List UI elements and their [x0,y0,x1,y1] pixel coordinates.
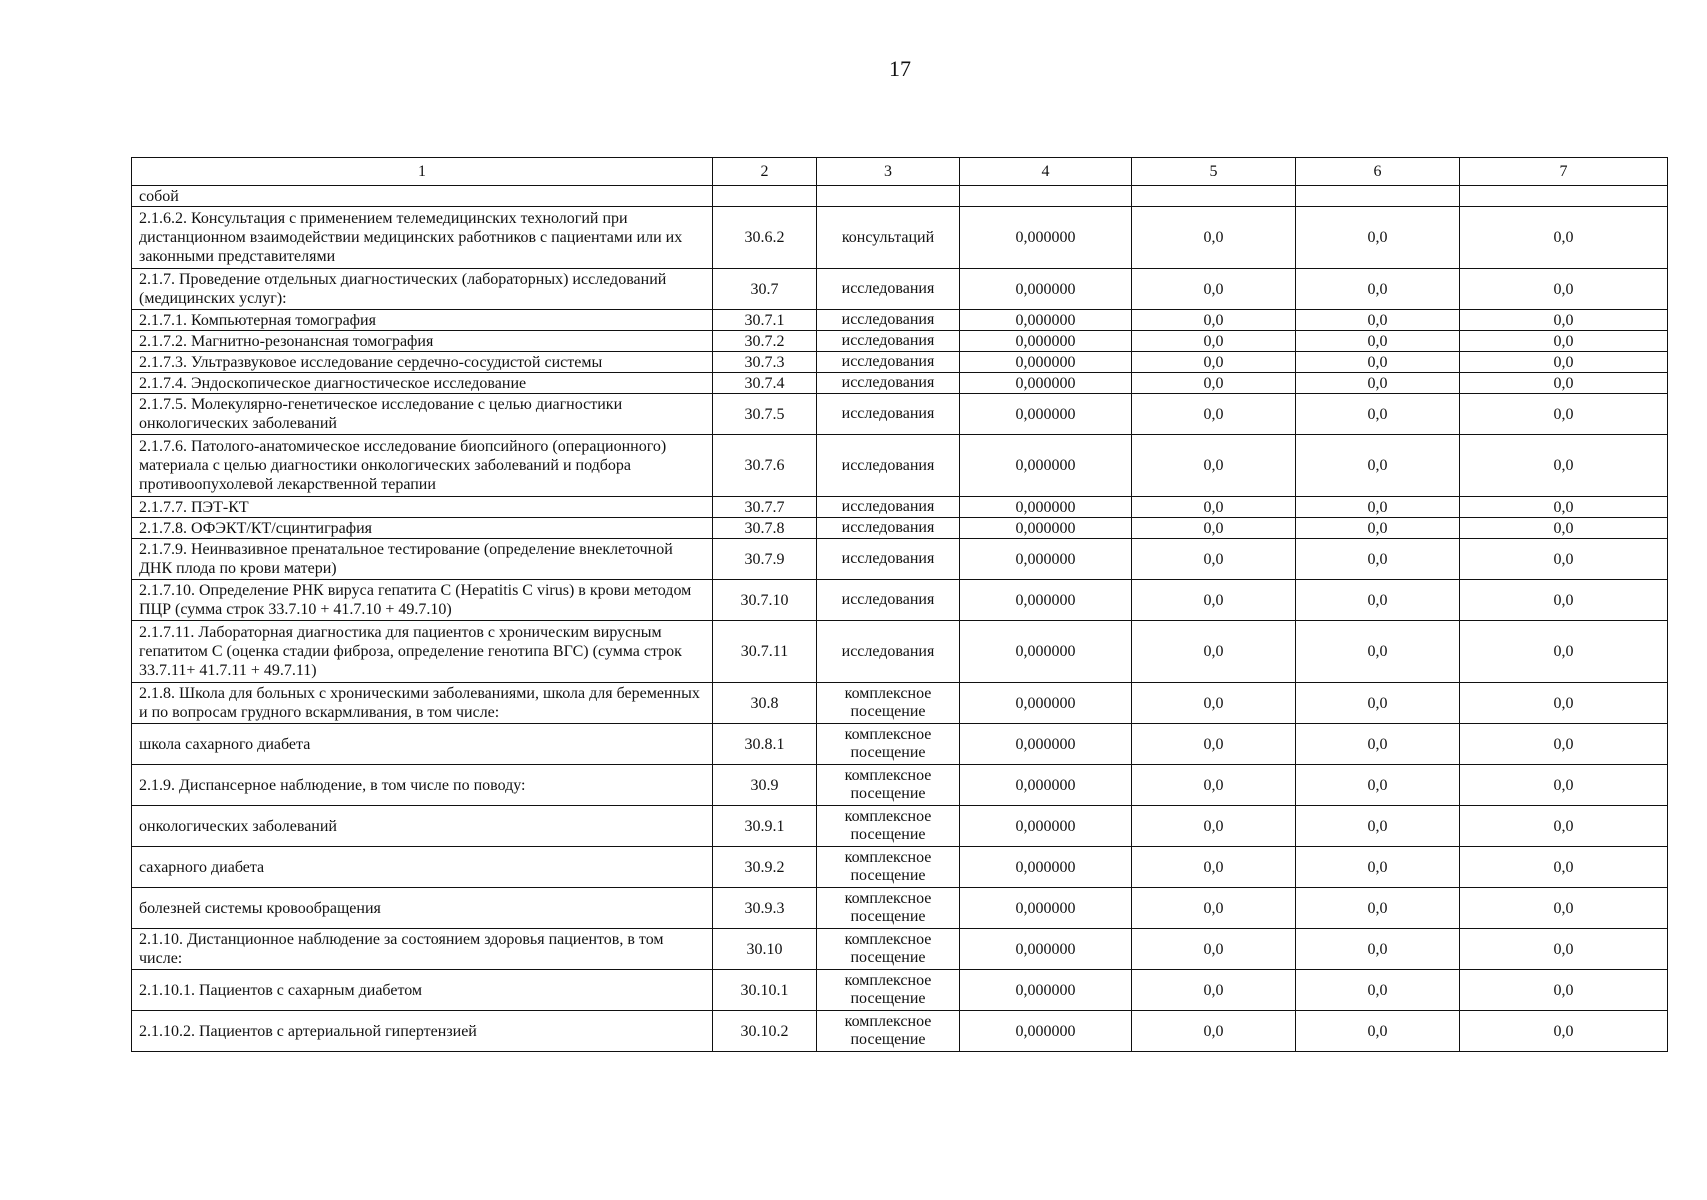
value-cell-col7: 0,0 [1460,435,1668,497]
value-cell-col4: 0,000000 [960,970,1132,1011]
table-row [132,580,1668,621]
code-cell: 30.7.9 [713,539,817,580]
unit-cell: исследования [817,352,960,373]
table-row [132,269,1668,310]
value-cell-col7: 0,0 [1460,724,1668,765]
value-cell-col5: 0,0 [1132,518,1296,539]
code-cell: 30.9.2 [713,847,817,888]
value-cell-col5: 0,0 [1132,373,1296,394]
value-cell-col5: 0,0 [1132,970,1296,1011]
value-cell-col7: 0,0 [1460,806,1668,847]
unit-cell: комплексное посещение [817,724,960,765]
value-cell-col7: 0,0 [1460,331,1668,352]
description-cell: 2.1.6.2. Консультация с применением телемедицинских технологий при дистанционном взаимодействии медицинских работников с пациентами или их законными представителями [132,207,713,269]
value-cell-col6 [1296,186,1460,207]
description-cell: 2.1.10.1. Пациентов с сахарным диабетом [132,970,713,1011]
code-cell: 30.8.1 [713,724,817,765]
unit-cell: комплексное посещение [817,847,960,888]
value-cell-col5: 0,0 [1132,621,1296,683]
column-header: 3 [817,158,960,186]
table-row [132,929,1668,970]
value-cell-col6: 0,0 [1296,352,1460,373]
unit-cell: исследования [817,435,960,497]
value-cell-col6: 0,0 [1296,847,1460,888]
table-row [132,352,1668,373]
value-cell-col7: 0,0 [1460,394,1668,435]
unit-cell: комплексное посещение [817,929,960,970]
value-cell-col7: 0,0 [1460,539,1668,580]
code-cell: 30.9.3 [713,888,817,929]
unit-cell: исследования [817,580,960,621]
value-cell-col5: 0,0 [1132,269,1296,310]
code-cell: 30.10.2 [713,1011,817,1052]
code-cell: 30.7.1 [713,310,817,331]
value-cell-col4: 0,000000 [960,929,1132,970]
column-header: 7 [1460,158,1668,186]
unit-cell: исследования [817,310,960,331]
value-cell-col6: 0,0 [1296,539,1460,580]
value-cell-col4: 0,000000 [960,847,1132,888]
value-cell-col4: 0,000000 [960,724,1132,765]
description-cell: 2.1.7.2. Магнитно-резонансная томография [132,331,713,352]
value-cell-col7: 0,0 [1460,580,1668,621]
value-cell-col6: 0,0 [1296,435,1460,497]
value-cell-col5: 0,0 [1132,580,1296,621]
code-cell: 30.7.11 [713,621,817,683]
code-cell: 30.10.1 [713,970,817,1011]
value-cell-col5: 0,0 [1132,724,1296,765]
value-cell-col5 [1132,186,1296,207]
value-cell-col7: 0,0 [1460,970,1668,1011]
value-cell-col7: 0,0 [1460,310,1668,331]
unit-cell: комплексное посещение [817,806,960,847]
description-cell: собой [132,186,713,207]
value-cell-col7: 0,0 [1460,1011,1668,1052]
unit-cell: исследования [817,621,960,683]
value-cell-col7: 0,0 [1460,207,1668,269]
table-row [132,1011,1668,1052]
description-cell: 2.1.7.9. Неинвазивное пренатальное тестирование (определение внеклеточной ДНК плода по крови матери) [132,539,713,580]
description-cell: 2.1.7.7. ПЭТ-КТ [132,497,713,518]
code-cell: 30.9 [713,765,817,806]
page-number: 17 [889,56,911,81]
value-cell-col5: 0,0 [1132,352,1296,373]
value-cell-col4: 0,000000 [960,269,1132,310]
value-cell-col6: 0,0 [1296,929,1460,970]
value-cell-col6: 0,0 [1296,621,1460,683]
value-cell-col6: 0,0 [1296,373,1460,394]
column-header: 4 [960,158,1132,186]
value-cell-col5: 0,0 [1132,1011,1296,1052]
table-row [132,724,1668,765]
value-cell-col5: 0,0 [1132,331,1296,352]
value-cell-col7: 0,0 [1460,888,1668,929]
table-row [132,497,1668,518]
value-cell-col5: 0,0 [1132,683,1296,724]
data-table [131,157,1668,1052]
description-cell: онкологических заболеваний [132,806,713,847]
code-cell: 30.7.7 [713,497,817,518]
value-cell-col7: 0,0 [1460,621,1668,683]
code-cell: 30.7.8 [713,518,817,539]
description-cell: 2.1.9. Диспансерное наблюдение, в том числе по поводу: [132,765,713,806]
table-row [132,310,1668,331]
value-cell-col6: 0,0 [1296,724,1460,765]
table-row [132,394,1668,435]
table-row [132,847,1668,888]
unit-cell: исследования [817,518,960,539]
value-cell-col7: 0,0 [1460,269,1668,310]
value-cell-col6: 0,0 [1296,683,1460,724]
unit-cell: консультаций [817,207,960,269]
description-cell: болезней системы кровообращения [132,888,713,929]
value-cell-col6: 0,0 [1296,269,1460,310]
description-cell: 2.1.7.11. Лабораторная диагностика для пациентов с хроническим вирусным гепатитом С (оценка стадии фиброза, определение генотипа ВГС) (сумма строк 33.7.11+ 41.7.11 + 49.7.11) [132,621,713,683]
description-cell: школа сахарного диабета [132,724,713,765]
value-cell-col7: 0,0 [1460,847,1668,888]
value-cell-col5: 0,0 [1132,539,1296,580]
value-cell-col4: 0,000000 [960,352,1132,373]
unit-cell: исследования [817,373,960,394]
value-cell-col4: 0,000000 [960,394,1132,435]
table-row [132,186,1668,207]
code-cell: 30.7.6 [713,435,817,497]
value-cell-col7: 0,0 [1460,929,1668,970]
value-cell-col4: 0,000000 [960,1011,1132,1052]
value-cell-col5: 0,0 [1132,207,1296,269]
value-cell-col5: 0,0 [1132,929,1296,970]
unit-cell: исследования [817,331,960,352]
table-row [132,435,1668,497]
code-cell: 30.10 [713,929,817,970]
unit-cell: исследования [817,497,960,518]
table-row [132,765,1668,806]
value-cell-col6: 0,0 [1296,497,1460,518]
code-cell: 30.7.3 [713,352,817,373]
table-row [132,621,1668,683]
value-cell-col4: 0,000000 [960,580,1132,621]
value-cell-col6: 0,0 [1296,331,1460,352]
unit-cell: комплексное посещение [817,765,960,806]
unit-cell: исследования [817,394,960,435]
unit-cell: комплексное посещение [817,970,960,1011]
table-body [132,186,1668,1052]
value-cell-col4: 0,000000 [960,765,1132,806]
value-cell-col4: 0,000000 [960,806,1132,847]
table-row [132,539,1668,580]
value-cell-col5: 0,0 [1132,310,1296,331]
description-cell: 2.1.7.4. Эндоскопическое диагностическое исследование [132,373,713,394]
value-cell-col4: 0,000000 [960,435,1132,497]
table-row [132,207,1668,269]
table-row [132,806,1668,847]
description-cell: 2.1.10.2. Пациентов с артериальной гипертензией [132,1011,713,1052]
value-cell-col4: 0,000000 [960,621,1132,683]
value-cell-col6: 0,0 [1296,888,1460,929]
unit-cell [817,186,960,207]
value-cell-col7: 0,0 [1460,497,1668,518]
code-cell: 30.7.4 [713,373,817,394]
value-cell-col7: 0,0 [1460,765,1668,806]
value-cell-col7: 0,0 [1460,373,1668,394]
value-cell-col6: 0,0 [1296,970,1460,1011]
value-cell-col6: 0,0 [1296,765,1460,806]
description-cell: 2.1.7.6. Патолого-анатомическое исследование биопсийного (операционного) материала с целью диагностики онкологических заболеваний и подбора противоопухолевой лекарственной терапии [132,435,713,497]
code-cell [713,186,817,207]
column-header: 2 [713,158,817,186]
column-header: 5 [1132,158,1296,186]
value-cell-col4: 0,000000 [960,373,1132,394]
table-row [132,888,1668,929]
description-cell: 2.1.8. Школа для больных с хроническими заболеваниями, школа для беременных и по вопросам грудного вскармливания, в том числе: [132,683,713,724]
value-cell-col5: 0,0 [1132,497,1296,518]
unit-cell: комплексное посещение [817,1011,960,1052]
value-cell-col7 [1460,186,1668,207]
value-cell-col4: 0,000000 [960,497,1132,518]
code-cell: 30.7.10 [713,580,817,621]
code-cell: 30.7 [713,269,817,310]
value-cell-col6: 0,0 [1296,806,1460,847]
value-cell-col7: 0,0 [1460,352,1668,373]
value-cell-col7: 0,0 [1460,683,1668,724]
code-cell: 30.9.1 [713,806,817,847]
value-cell-col7: 0,0 [1460,518,1668,539]
unit-cell: исследования [817,269,960,310]
table-row [132,683,1668,724]
code-cell: 30.7.2 [713,331,817,352]
value-cell-col4: 0,000000 [960,331,1132,352]
table-row [132,518,1668,539]
value-cell-col4: 0,000000 [960,683,1132,724]
code-cell: 30.6.2 [713,207,817,269]
description-cell: 2.1.7. Проведение отдельных диагностических (лабораторных) исследований (медицинских услуг): [132,269,713,310]
value-cell-col6: 0,0 [1296,394,1460,435]
code-cell: 30.8 [713,683,817,724]
column-header: 6 [1296,158,1460,186]
table-row [132,373,1668,394]
value-cell-col6: 0,0 [1296,1011,1460,1052]
description-cell: 2.1.7.1. Компьютерная томография [132,310,713,331]
value-cell-col4: 0,000000 [960,310,1132,331]
table-row [132,331,1668,352]
value-cell-col5: 0,0 [1132,806,1296,847]
value-cell-col4: 0,000000 [960,207,1132,269]
value-cell-col6: 0,0 [1296,310,1460,331]
header-row [132,158,1668,186]
value-cell-col4: 0,000000 [960,888,1132,929]
value-cell-col5: 0,0 [1132,765,1296,806]
value-cell-col5: 0,0 [1132,888,1296,929]
code-cell: 30.7.5 [713,394,817,435]
unit-cell: комплексное посещение [817,683,960,724]
value-cell-col6: 0,0 [1296,518,1460,539]
value-cell-col4 [960,186,1132,207]
description-cell: 2.1.7.3. Ультразвуковое исследование сердечно-сосудистой системы [132,352,713,373]
value-cell-col5: 0,0 [1132,435,1296,497]
description-cell: 2.1.10. Дистанционное наблюдение за состоянием здоровья пациентов, в том числе: [132,929,713,970]
value-cell-col6: 0,0 [1296,207,1460,269]
value-cell-col5: 0,0 [1132,394,1296,435]
value-cell-col5: 0,0 [1132,847,1296,888]
description-cell: сахарного диабета [132,847,713,888]
column-header: 1 [132,158,713,186]
description-cell: 2.1.7.10. Определение РНК вируса гепатита С (Hepatitis C virus) в крови методом ПЦР (сумма строк 33.7.10 + 41.7.10 + 49.7.10) [132,580,713,621]
value-cell-col6: 0,0 [1296,580,1460,621]
unit-cell: комплексное посещение [817,888,960,929]
description-cell: 2.1.7.8. ОФЭКТ/КТ/сцинтиграфия [132,518,713,539]
unit-cell: исследования [817,539,960,580]
table-row [132,970,1668,1011]
description-cell: 2.1.7.5. Молекулярно-генетическое исследование с целью диагностики онкологических заболеваний [132,394,713,435]
value-cell-col4: 0,000000 [960,539,1132,580]
value-cell-col4: 0,000000 [960,518,1132,539]
